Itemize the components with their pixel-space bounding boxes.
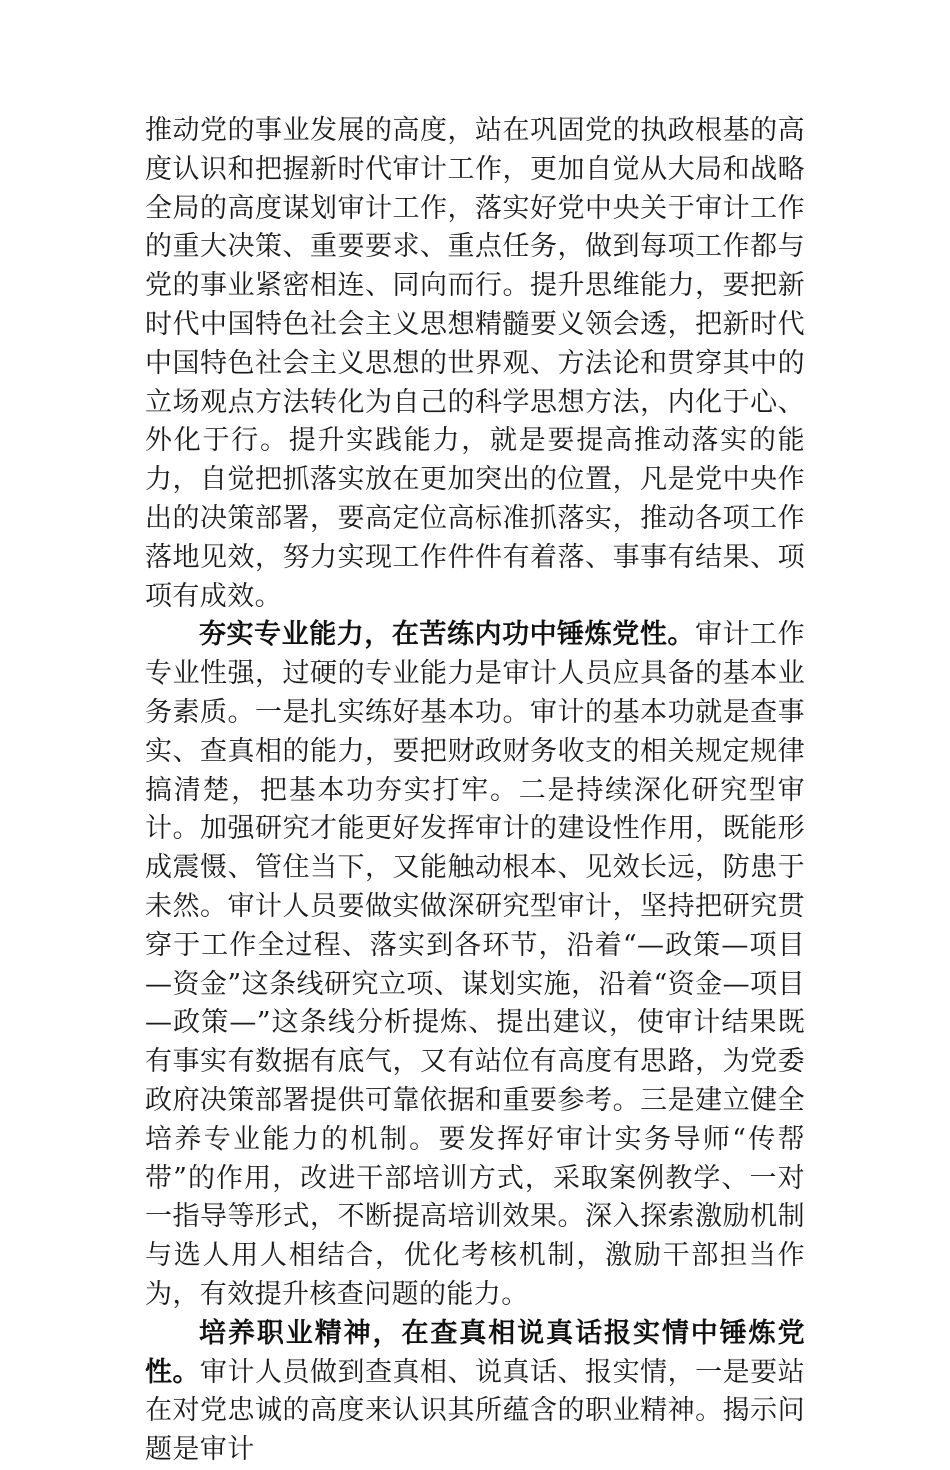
paragraph-2-heading: 夯实专业能力，在苦练内功中锤炼党性。 (199, 619, 695, 651)
paragraph-1-body: 推动党的事业发展的高度，站在巩固党的执政根基的高度认识和把握新时代审计工作，更加自觉从大局和战略全局的高度谋划审计工作，落实好党中央关于审计工作的重大决策、重要要求、重点任务，做到每项工作都与党的事业紧密相连、同向而行。提升思维能力，要把新时代中国特色社会主义思想精髓要义领会透，把新时代中国特色社会主义思想的世界观、方法论和贯穿其中的立场观点方法转化为自己的科学思想方法，内化于心、外化于行。提升实践能力，就是要提高推动落实的能力，自觉把抓落实放在更加突出的位置，凡是党中央作出的决策部署，要高定位高标准抓落实，推动各项工作落地见效，努力实现工作件件有着落、事事有结果、项项有成效。 (145, 115, 805, 612)
paragraph-3 (145, 1315, 805, 1470)
document-body (145, 112, 805, 1470)
paragraph-3-heading: 培养职业精神，在查真相说真话报实情中锤炼党性。 (145, 1317, 805, 1388)
paragraph-3-body: 审计人员做到查真相、说真话、报实情，一是要站在对党忠诚的高度来认识其所蕴含的职业精神。揭示问题是审计 (145, 1356, 805, 1466)
paragraph-1 (145, 112, 805, 616)
paragraph-2-body: 审计工作专业性强，过硬的专业能力是审计人员应具备的基本业务素质。一是扎实练好基本功。审计的基本功就是查事实、查真相的能力，要把财政财务收支的相关规定规律搞清楚，把基本功夯实打牢。二是持续深化研究型审计。加强研究才能更好发挥审计的建设性作用，既能形成震慑、管住当下，又能触动根本、见效长远，防患于未然。审计人员要做实做深研究型审计，坚持把研究贯穿于工作全过程、落实到各环节，沿着“—政策—项目—资金”这条线研究立项、谋划实施，沿着“资金—项目—政策—”这条线分析提炼、提出建议，使审计结果既有事实有数据有底气，又有站位有高度有思路，为党委政府决策部署提供可靠依据和重要参考。三是建立健全培养专业能力的机制。要发挥好审计实务导师“传帮带”的作用，改进干部培训方式，采取案例教学、一对一指导等形式，不断提高培训效果。深入探索激励机制与选人用人相结合，优化考核机制，激励干部担当作为，有效提升核查问题的能力。 (145, 619, 805, 1310)
paragraph-2 (145, 616, 805, 1314)
